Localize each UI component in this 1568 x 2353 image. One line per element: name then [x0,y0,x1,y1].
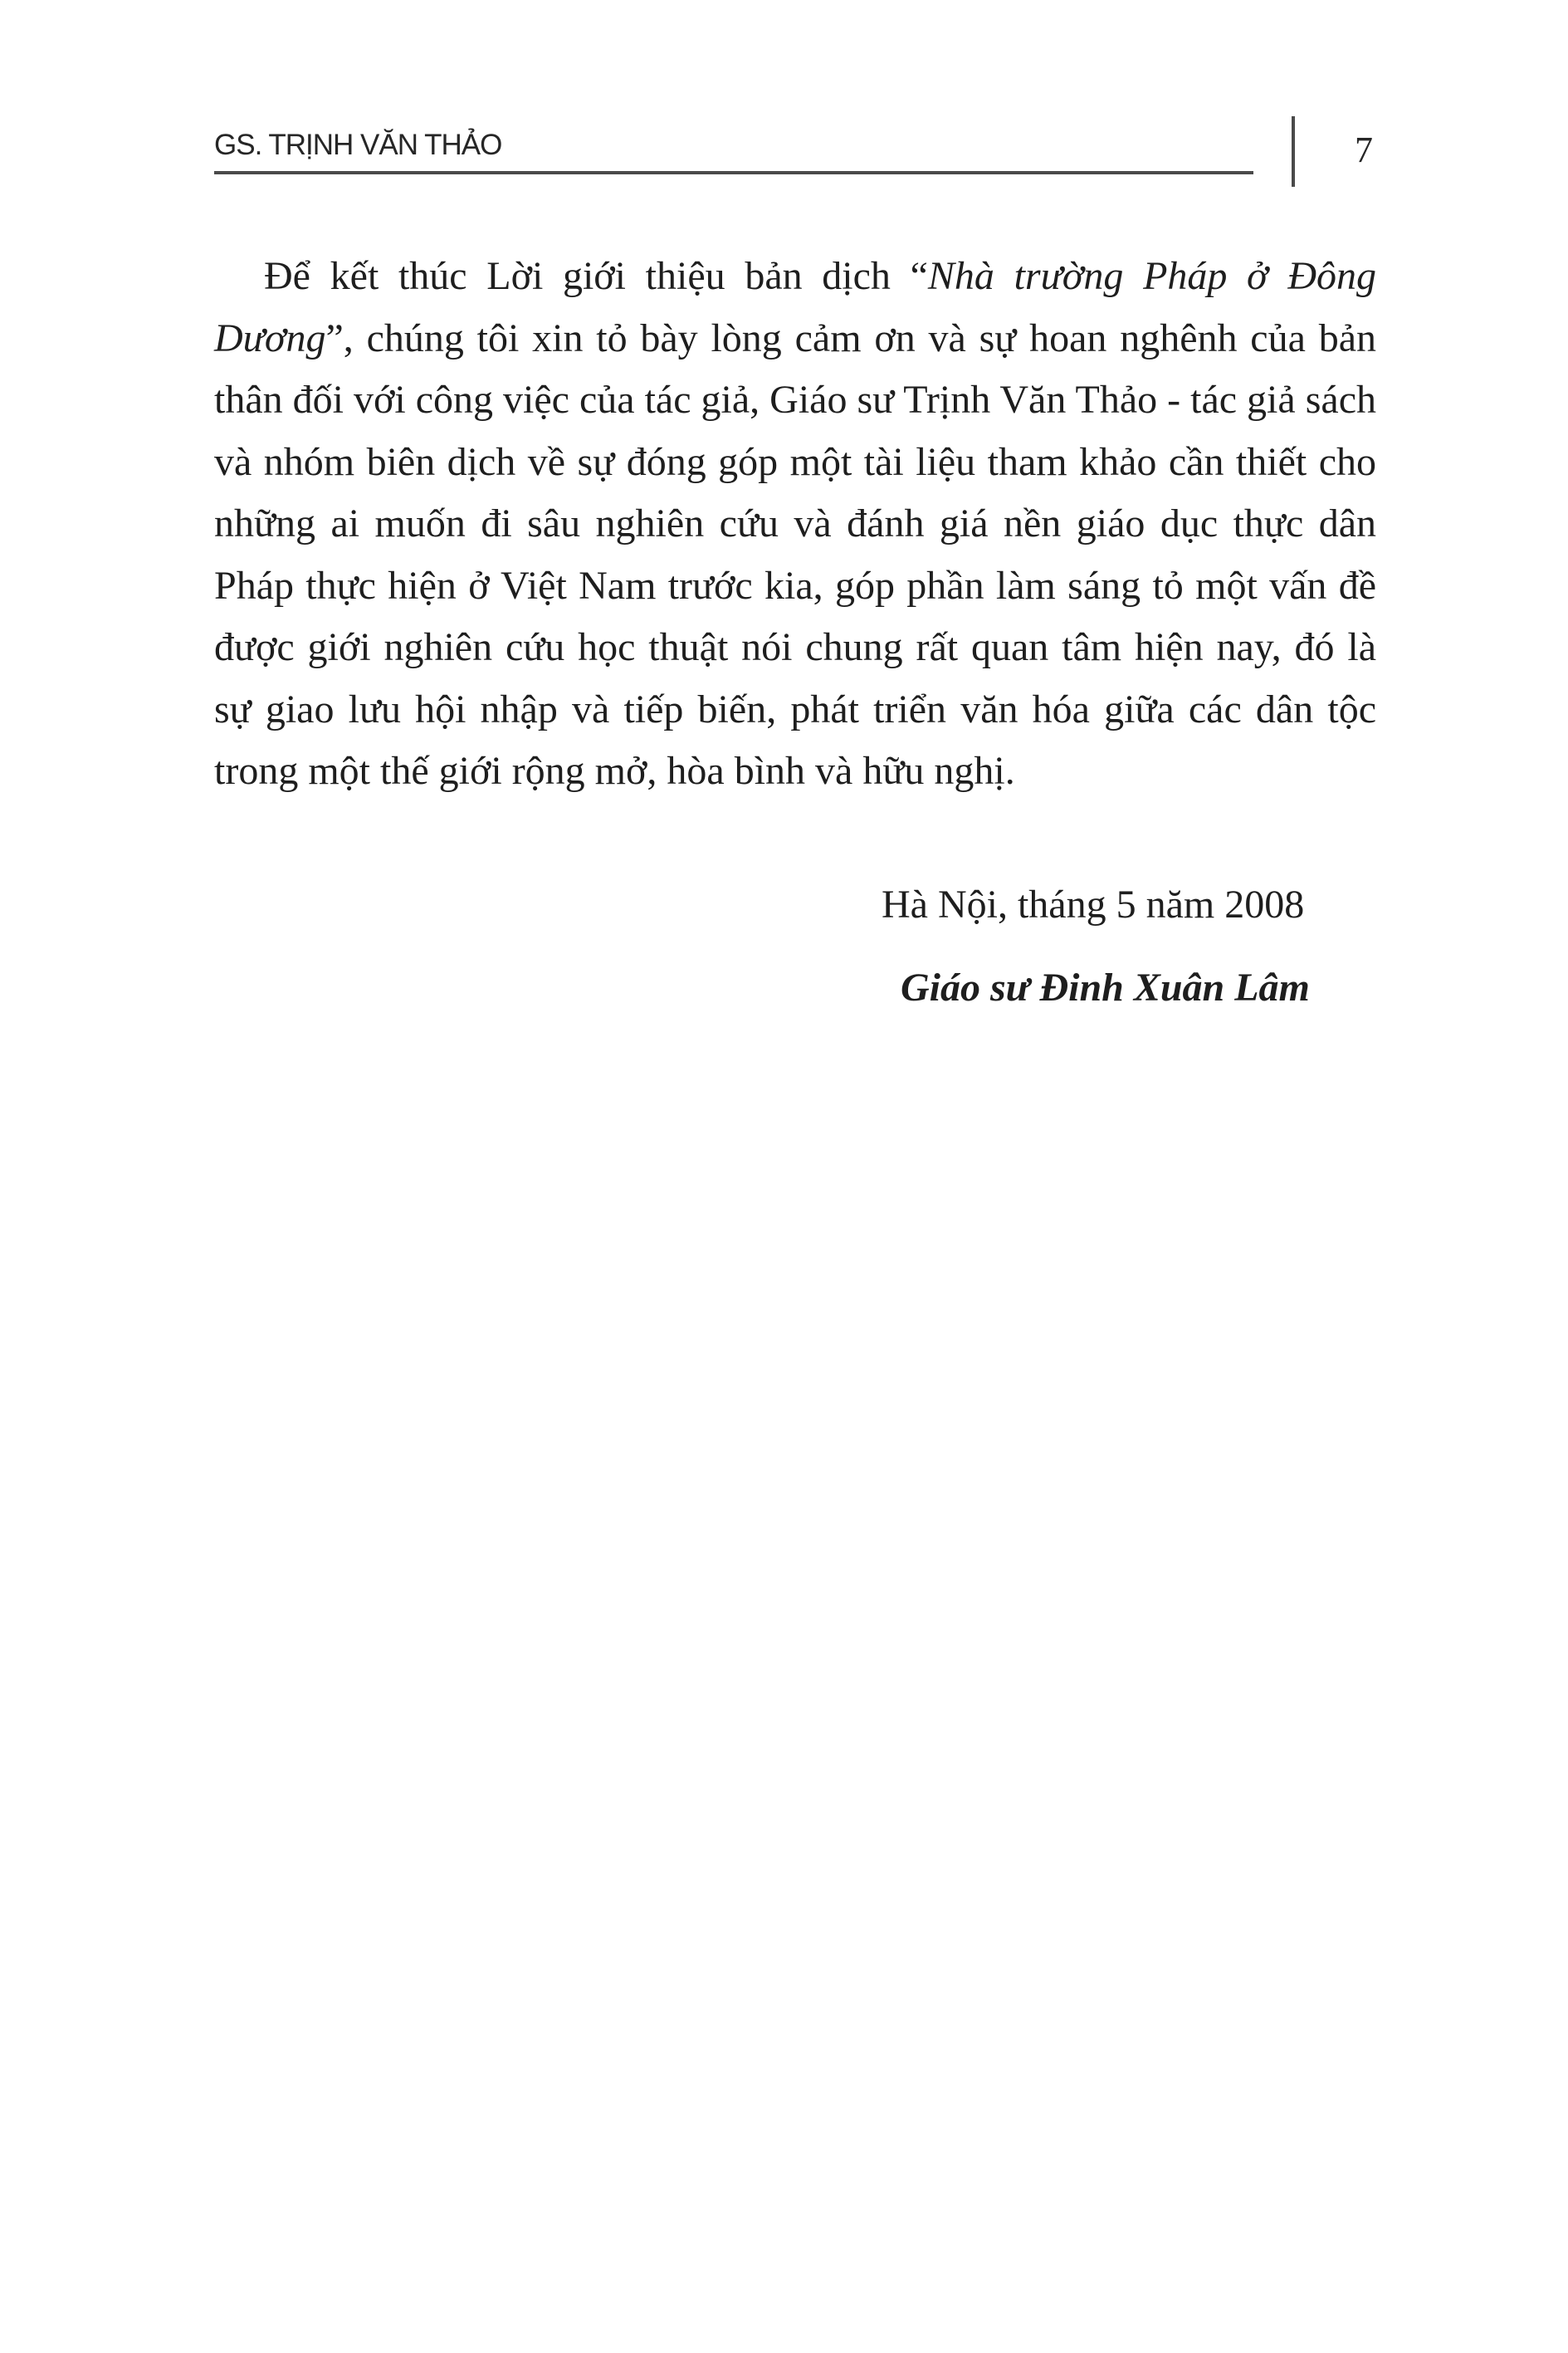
header-author: GS. TRỊNH VĂN THẢO [214,129,502,161]
running-header [0,0,1568,191]
page-number: 7 [1355,130,1373,170]
header-vertical-rule [1292,116,1295,187]
signature-author: Giáo sư Đinh Xuân Lâm [901,966,1310,1010]
paragraph-lead-text: Để kết thúc Lời giới thiệu bản dịch “ [264,254,928,298]
signature-place-date: Hà Nội, tháng 5 năm 2008 [882,883,1305,927]
body-paragraph [214,246,1376,803]
paragraph-rest-text: ”, chúng tôi xin tỏ bày lòng cảm ơn và sự hoan nghênh của bản thân đối với công việc của tác giả, Giáo sư Trịnh Văn Thảo - tác giả sách và nhóm biên dịch về sự đóng góp một tài liệu tham khảo cần thiết cho những ai muốn đi sâu nghiên cứu và đánh giá nền giáo dục thực dân Pháp thực hiện ở Việt Nam trước kia, góp phần làm sáng tỏ một vấn đề được giới nghiên cứu học thuật nói chung rất quan tâm hiện nay, đó là sự giao lưu hội nhập và tiếp biến, phát triển văn hóa giữa các dân tộc trong một thế giới rộng mở, hòa bình và hữu nghị. [214,316,1376,793]
book-title: Nhà trường Pháp ở Đông Dương [214,254,1376,360]
header-rule [214,171,1253,174]
